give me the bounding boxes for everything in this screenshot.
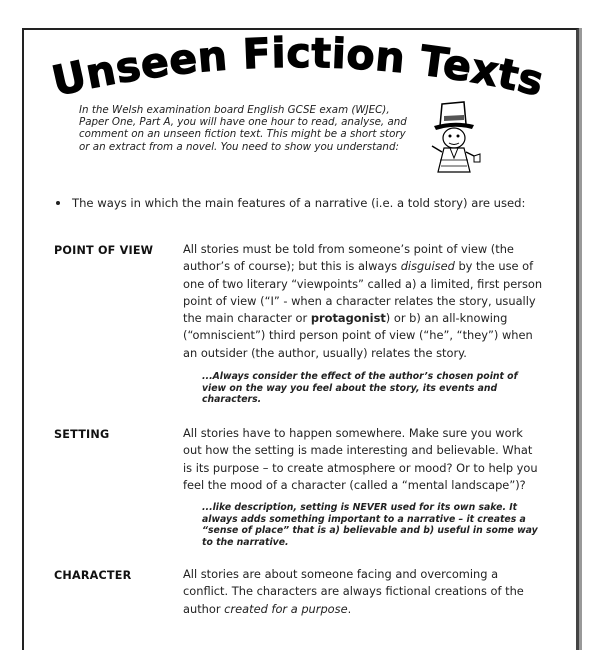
body-setting: All stories have to happen somewhere. Make sure you work out how the setting is made interesting and believable. What is its purpose – to create atmosphere or mood? Or to help you feel the mood of a character (called a “mental landscape”)?: [183, 426, 538, 492]
body-character: All stories are about someone facing and overcoming a conflict. The characters are always fictional creations of the author created for a purpose.: [183, 567, 524, 616]
mad-hatter-illustration: [424, 98, 484, 178]
heading-point-of-view: POINT OF VIEW: [54, 244, 154, 257]
note-point-of-view: ...Always consider the effect of the author’s chosen point of view on the way you feel about the story, its events and characters.: [202, 371, 518, 406]
heading-setting: SETTING: [54, 428, 110, 441]
body-point-of-view: All stories must be told from someone’s point of view (the author’s of course); but this is always disguised by the use of one of two literary “viewpoints” called a) a limited, first person point of view (“I” - when a character relates the story, usually the main character or protagonist) or b) an all-knowing (“omniscient”) third person point of view (“he”, “they”) when an outsider (the author, usually) relates the story.: [183, 242, 543, 360]
intro-paragraph: In the Welsh examination board English GCSE exam (WJEC), Paper One, Part A, you will have one hour to read, analyse, and comment on an unseen fiction text. This might be a short story or an extract from a novel. You need to show you understand:: [79, 104, 407, 153]
key-point-bullet: [56, 196, 525, 210]
page-title: [22, 28, 574, 108]
note-setting: ...like description, setting is NEVER used for its own sake. It always adds something important to a narrative – it creates a “sense of place” that is a) believable and b) useful in some way to the narrative.: [202, 502, 538, 548]
svg-text:Unseen Fiction Texts: [48, 29, 549, 106]
title-text: Unseen Fiction Texts: [47, 28, 549, 106]
bullet-text: The ways in which the main features of a narrative (i.e. a told story) are used:: [72, 196, 526, 210]
bullet-dot-icon: [56, 201, 60, 205]
heading-character: CHARACTER: [54, 569, 132, 582]
